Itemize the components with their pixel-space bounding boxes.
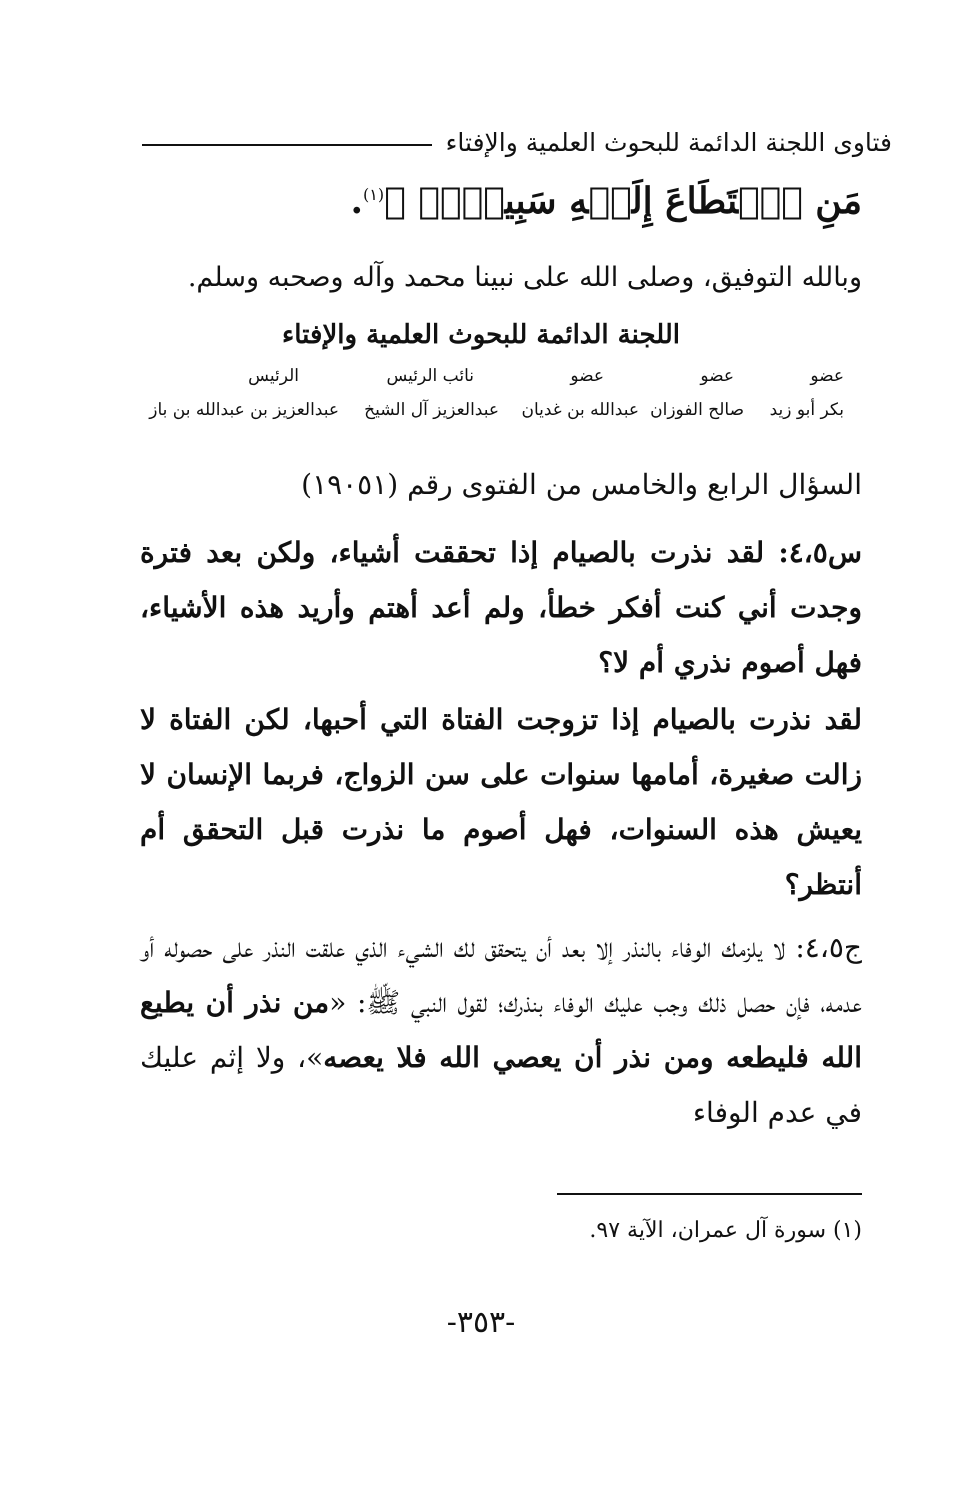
- question-title: السؤال الرابع والخامس من الفتوى رقم (١٩٠٥١): [301, 468, 862, 501]
- running-header: [142, 122, 892, 162]
- question-2: لقد نذرت بالصيام إذا تزوجت الفتاة التي أحبها، لكن الفتاة لا زالت صغيرة، أمامها سنوات على سن الزواج، فربما الإنسان لا يعيش هذه السنوات، فهل أصوم ما نذرت قبل التحقق أم أنتظر؟: [140, 703, 862, 901]
- signatory-roles: [144, 366, 844, 392]
- hadith-quote: من نذر أن يطيع الله فليطعه ومن نذر أن يعصي الله فلا يعصه: [140, 986, 862, 1074]
- signatory-name: بكر أبو زيد: [769, 400, 844, 420]
- quran-verse: [350, 180, 862, 222]
- answer-text: ج٤،٥: لا يلزمك الوفاء بالنذر إلا بعد أن يتحقق لك الشيء الذي علقت النذر على حصوله أو عدمه، فإن حصل ذلك وجب عليك الوفاء بنذرك؛ لقول النبي ﷺ: «: [140, 931, 862, 1019]
- question-1: س٤،٥: لقد نذرت بالصيام إذا تحققت أشياء، ولكن بعد فترة وجدت أني كنت أفكر خطأ، ولم أعد أهتم وأريد هذه الأشياء، فهل أصوم نذري أم لا؟: [140, 536, 862, 679]
- footnote-rule: [557, 1193, 862, 1195]
- signatory-role: الرئيس: [248, 366, 299, 386]
- closing-line: وبالله التوفيق، وصلى الله على نبينا محمد وآله وصحبه وسلم.: [187, 262, 862, 293]
- answer-paragraph: [140, 920, 862, 1140]
- signatory-role: عضو: [810, 366, 844, 386]
- footnote-marker: (١): [363, 185, 385, 204]
- signatory-name: عبدالله بن غديان: [521, 400, 639, 420]
- answer-text-continued: »، ولا إثم عليك في عدم الوفاء: [140, 1041, 862, 1129]
- page-number: -٣٥٣-: [446, 1305, 516, 1340]
- signatory-role: عضو: [700, 366, 734, 386]
- committee-name: اللجنة الدائمة للبحوث العلمية والإفتاء: [282, 320, 680, 350]
- signatory-name: عبدالعزيز آل الشيخ: [364, 400, 499, 420]
- signatory-role: عضو: [570, 366, 604, 386]
- header-title: فتاوى اللجنة الدائمة للبحوث العلمية والإفتاء: [445, 127, 892, 157]
- signatory-name: صالح الفوزان: [650, 400, 744, 420]
- signatory-names: [134, 400, 844, 428]
- header-rule: [142, 144, 432, 146]
- signatory-name: عبدالعزيز بن عبدالله بن باز: [149, 400, 339, 420]
- verse-text: مَنِ ٱسۡتَطَاعَ إِلَيۡهِ سَبِيلٗاۚ ﴾: [384, 180, 862, 222]
- signatory-role: نائب الرئيس: [386, 366, 474, 386]
- verse-end: .: [350, 180, 364, 222]
- footnote: (١) سورة آل عمران، الآية ٩٧.: [589, 1218, 862, 1243]
